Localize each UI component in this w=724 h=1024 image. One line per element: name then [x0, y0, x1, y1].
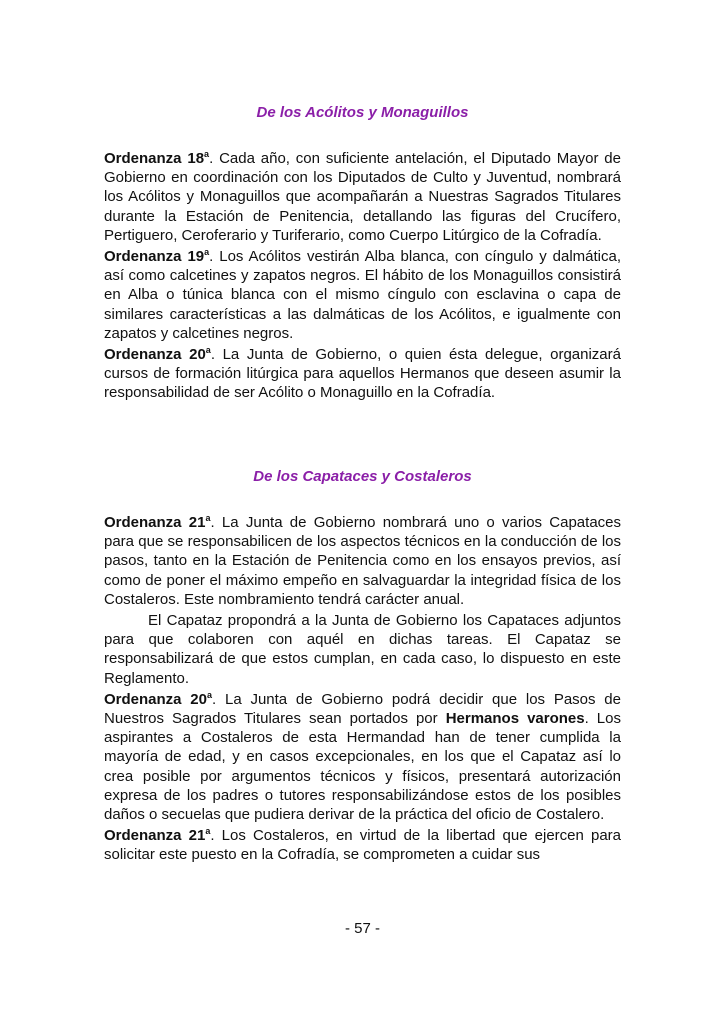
section-body-capataces [104, 513, 621, 865]
ordinance-label: Ordenanza 20$^a$ [104, 689, 213, 708]
ordinance-label: Ordenanza 21$^a$ [104, 513, 211, 531]
ordinance-label: Ordenanza 18$^a$ [104, 149, 210, 167]
indented-paragraph: El Capataz propondrá a la Junta de Gobierno los Capataces adjuntos para que colaboren con aquél en dichas tareas. El Capataz se responsabilizará de que estos cumplan, en cada caso, lo dispuesto en este Reglamento. [104, 612, 621, 687]
ordinance-paragraph: Ordenanza 18$^a$. Cada año, con suficiente antelación, el Diputado Mayor de Gobierno en coordinación con los Diputados de Culto y Juventud, nombrará los Acólitos y Monaguillos que acompañarán a Nuestras Sagrados Titulares durante la Estación de Penitencia, detallando las figuras del Crucífero, Pertiguero, Ceroferario y Turiferario, como Cuerpo Litúrgico de la Cofradía. [104, 149, 621, 244]
page-number: - 57 - [344, 920, 380, 937]
emphasis-text: Hermanos varones [445, 710, 585, 728]
section-body-acolitos [104, 149, 621, 403]
ordinance-label: Ordenanza 21$^a$ [104, 826, 211, 845]
section-title-capataces: De los Capataces y Costaleros [253, 468, 472, 485]
ordinance-paragraph: Ordenanza 20$^a$. La Junta de Gobierno podrá decidir que los Pasos de Nuestros Sagrados Titulares sean portados por Hermanos varones. Los aspirantes a Costaleros de esta Hermandad han de tener cumplida la mayoría de edad, y en casos excepcionales, en los que el Capataz así lo crea posible por argumentos técnicos y físicos, presentará autorización expresa de los padres o tutores responsabilizándose estos de los posibles daños o secuelas que pudiera derivar de la práctica del oficio de Costalero. [104, 689, 621, 824]
ordinance-paragraph: Ordenanza 21$^a$. Los Costaleros, en virtud de la libertad que ejercen para solicitar este puesto en la Cofradía, se comprometen a cuidar sus [104, 826, 622, 864]
section-title-acolitos: De los Acólitos y Monaguillos [256, 104, 469, 121]
ordinance-label: Ordenanza 19$^a$ [104, 247, 210, 266]
ordinance-paragraph: Ordenanza 21$^a$. La Junta de Gobierno nombrará uno o varios Capataces para que se responsabilicen de los aspectos técnicos en la conducción de los pasos, tanto en la Estación de Penitencia como en los ensayos previos, así como de poner el máximo empeño en salvaguardar la integridad física de los Costaleros. Este nombramiento tendrá carácter anual. [104, 513, 622, 608]
ordinance-label: Ordenanza 20$^a$ [104, 345, 211, 364]
ordinance-paragraph: Ordenanza 19$^a$. Los Acólitos vestirán Alba blanca, con cíngulo y dalmática, así como calcetines y zapatos negros. El hábito de los Monaguillos consistirá en Alba o túnica blanca con el mismo cíngulo con esclavina o capa de similares características a las dalmáticas de los Acólitos, e igualmente con zapatos y calcetines negros. [104, 247, 622, 342]
ordinance-paragraph: Ordenanza 20$^a$. La Junta de Gobierno, o quien ésta delegue, organizará cursos de formación litúrgica para aquellos Hermanos que deseen asumir la responsabilidad de ser Acólito o Monaguillo en la Cofradía. [104, 345, 621, 402]
